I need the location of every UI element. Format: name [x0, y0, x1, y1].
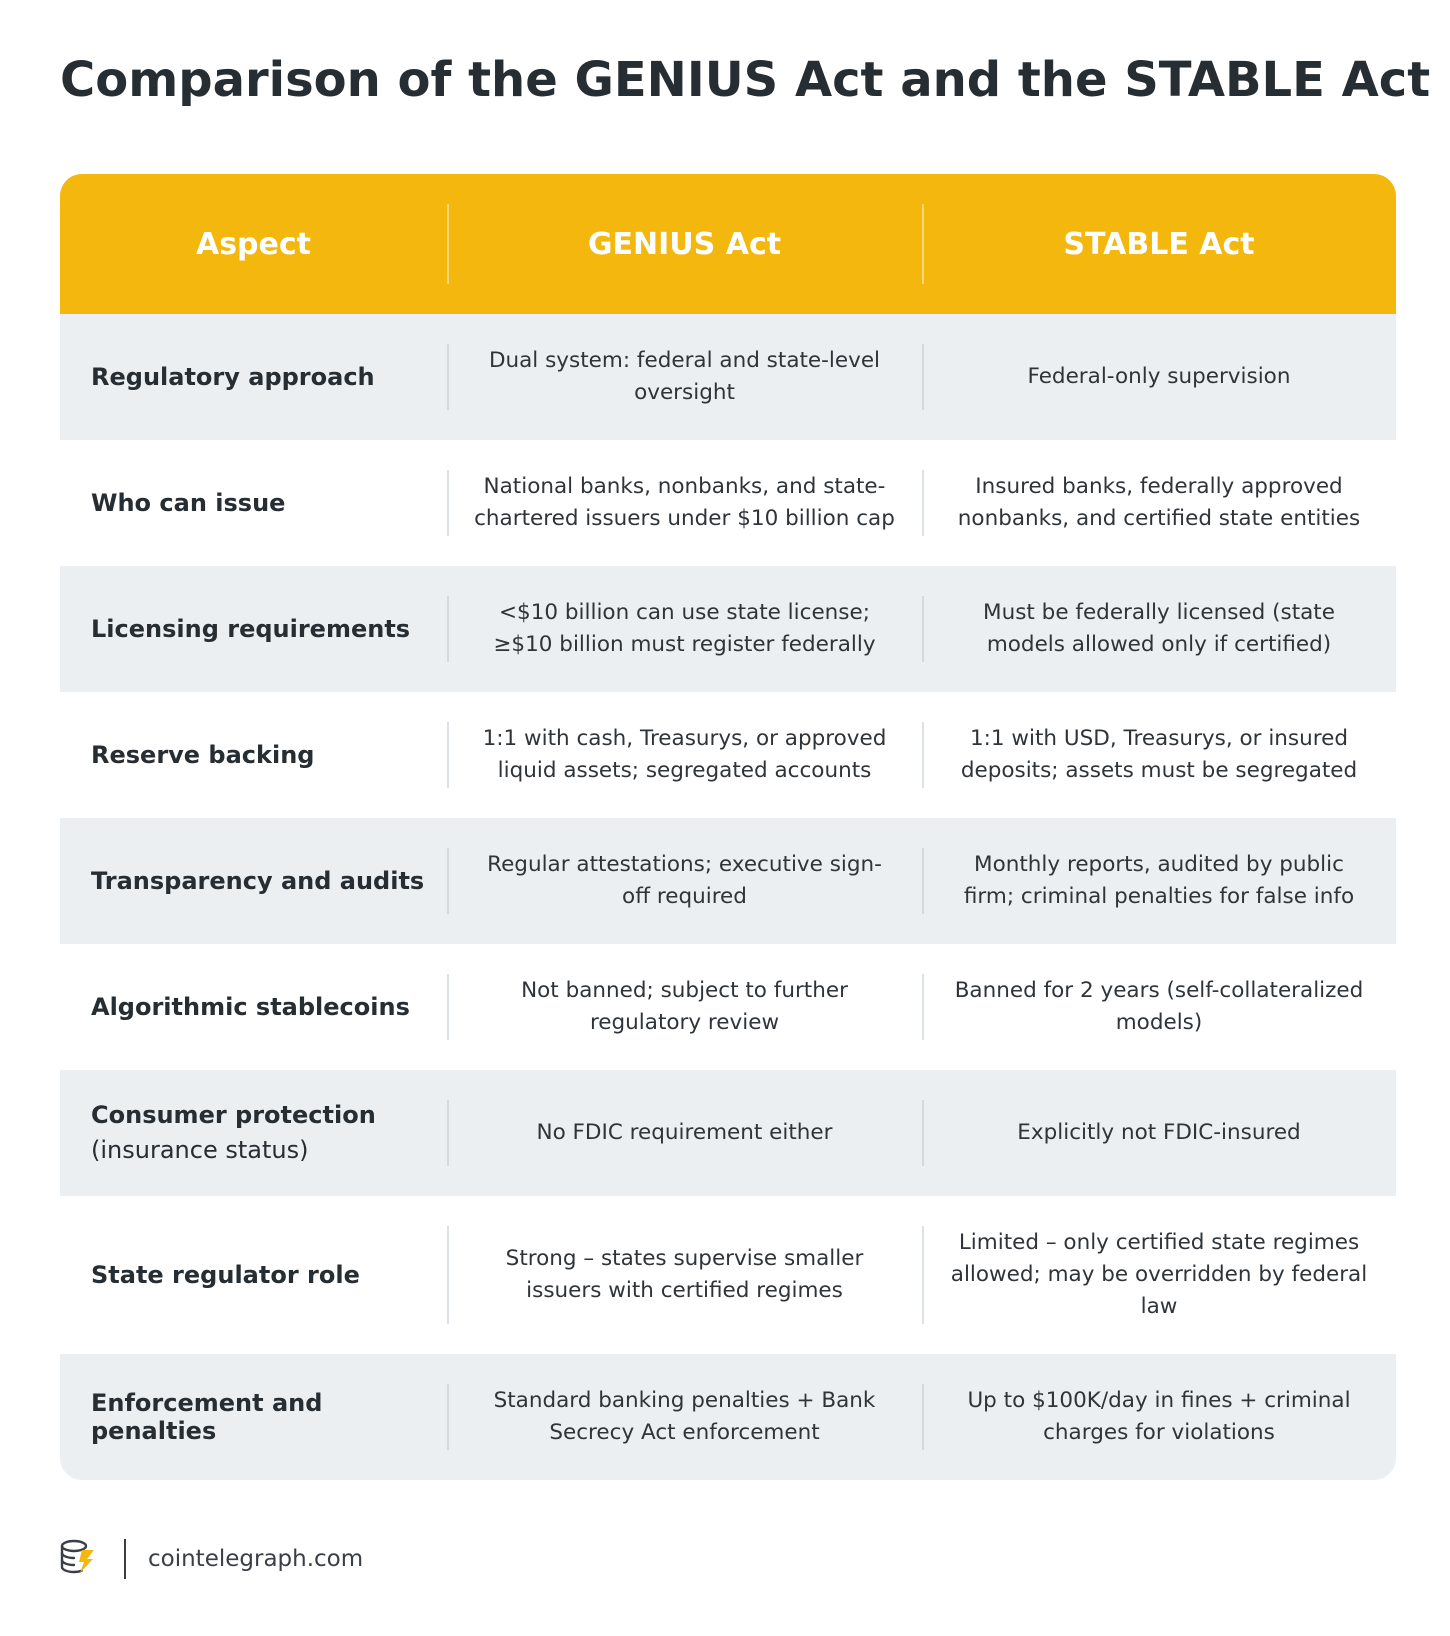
aspect-label-group [91, 1098, 376, 1168]
table-row [60, 314, 1396, 440]
header-stable-act: STABLE Act [922, 174, 1396, 314]
table-row [60, 944, 1396, 1070]
genius-cell: 1:1 with cash, Treasurys, or approved liquid assets; segregated accounts [447, 692, 922, 818]
table-header-row [60, 174, 1396, 314]
stable-cell: Insured banks, federally approved nonbanks, and certified state entities [922, 440, 1396, 566]
table-row [60, 440, 1396, 566]
stable-cell: Must be federally licensed (state models allowed only if certified) [922, 566, 1396, 692]
aspect-label: Consumer protection [91, 1101, 376, 1129]
aspect-cell [60, 1196, 447, 1354]
aspect-label: Transparency and audits [91, 867, 425, 895]
genius-cell: Strong – states supervise smaller issuers with certified regimes [447, 1196, 922, 1354]
genius-cell: No FDIC requirement either [447, 1070, 922, 1196]
aspect-cell [60, 440, 447, 566]
table-row [60, 566, 1396, 692]
aspect-cell [60, 692, 447, 818]
stable-cell: Explicitly not FDIC-insured [922, 1070, 1396, 1196]
footer [58, 1539, 363, 1579]
genius-cell: <$10 billion can use state license; ≥$10 billion must register federally [447, 566, 922, 692]
table-row [60, 1354, 1396, 1480]
aspect-cell [60, 944, 447, 1070]
table-row [60, 1196, 1396, 1354]
genius-cell: National banks, nonbanks, and state-chartered issuers under $10 billion cap [447, 440, 922, 566]
genius-cell: Not banned; subject to further regulatory review [447, 944, 922, 1070]
aspect-cell [60, 1354, 447, 1480]
genius-cell: Regular attestations; executive sign-off required [447, 818, 922, 944]
genius-cell: Standard banking penalties + Bank Secrecy Act enforcement [447, 1354, 922, 1480]
aspect-label: Reserve backing [91, 741, 315, 769]
stable-cell: Up to $100K/day in fines + criminal charges for violations [922, 1354, 1396, 1480]
table-row [60, 692, 1396, 818]
aspect-cell [60, 566, 447, 692]
genius-cell: Dual system: federal and state-level oversight [447, 314, 922, 440]
aspect-label: Algorithmic stablecoins [91, 993, 410, 1021]
header-aspect: Aspect [195, 226, 312, 262]
aspect-label: Licensing requirements [91, 615, 411, 643]
aspect-label: State regulator role [91, 1261, 360, 1289]
cointelegraph-logo-icon [58, 1537, 102, 1581]
aspect-sublabel: (insurance status) [91, 1136, 309, 1164]
stable-cell: 1:1 with USD, Treasurys, or insured deposits; assets must be segregated [922, 692, 1396, 818]
aspect-label: Regulatory approach [91, 363, 375, 391]
stable-cell: Banned for 2 years (self-collateralized models) [922, 944, 1396, 1070]
header-genius-act: GENIUS Act [447, 174, 922, 314]
comparison-table [60, 174, 1396, 1480]
page-title: Comparison of the GENIUS Act and the STABLE Act [60, 52, 1431, 108]
aspect-label: Enforcement and penalties [91, 1389, 323, 1445]
table-row [60, 1070, 1396, 1196]
source-label: cointelegraph.com [148, 1546, 364, 1572]
aspect-cell [60, 1070, 447, 1196]
aspect-label: Who can issue [91, 489, 286, 517]
footer-divider [124, 1539, 126, 1579]
stable-cell: Limited – only certified state regimes allowed; may be overridden by federal law [922, 1196, 1396, 1354]
table-row [60, 818, 1396, 944]
aspect-cell [60, 314, 447, 440]
aspect-cell [60, 818, 447, 944]
stable-cell: Federal-only supervision [922, 314, 1396, 440]
stable-cell: Monthly reports, audited by public firm; criminal penalties for false info [922, 818, 1396, 944]
